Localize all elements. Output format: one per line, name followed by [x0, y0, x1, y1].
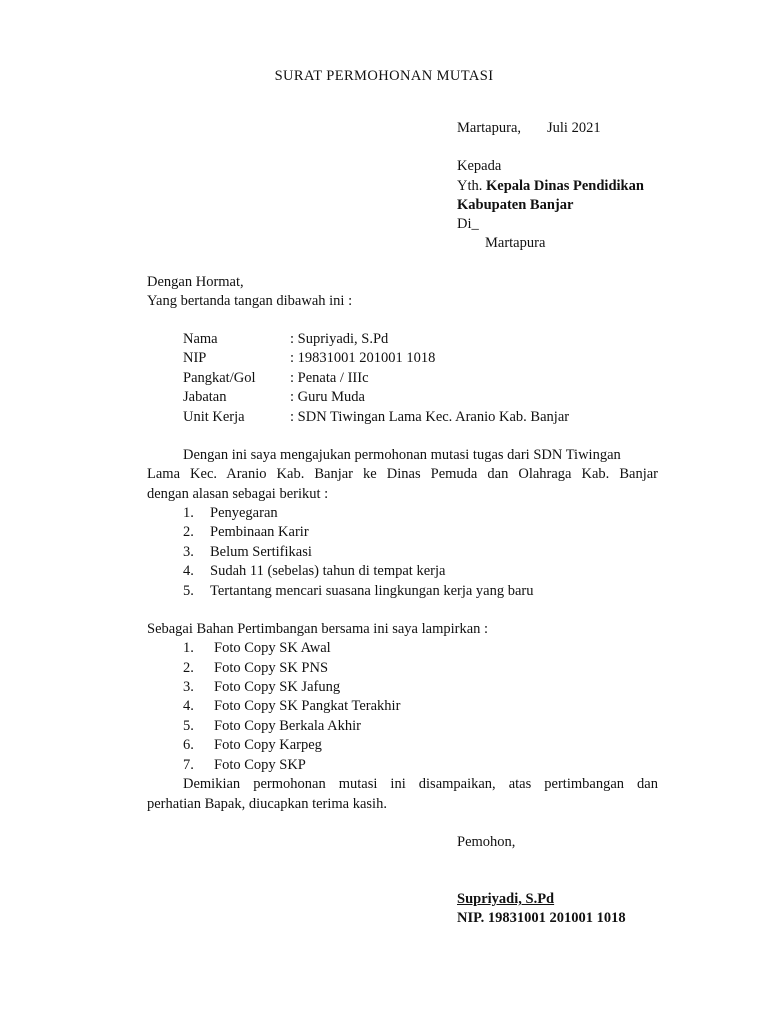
list-number: 1.: [183, 640, 194, 656]
recipient-line-1: [457, 177, 644, 195]
identity-value: : Supriyadi, S.Pd: [290, 331, 389, 347]
list-item: Foto Copy SK PNS: [214, 660, 329, 676]
identity-value: : 19831001 201001 1018: [290, 350, 436, 366]
signature-name: Supriyadi, S.Pd: [457, 891, 555, 907]
list-number: 2.: [183, 524, 194, 540]
body-paragraph-line-3: dengan alasan sebagai berikut :: [147, 486, 329, 502]
list-number: 4.: [183, 563, 194, 579]
list-item: Pembinaan Karir: [210, 524, 309, 540]
identity-label: Pangkat/Gol: [183, 370, 256, 386]
list-item: Sudah 11 (sebelas) tahun di tempat kerja: [210, 563, 446, 579]
closing-line-2: perhatian Bapak, diucapkan terima kasih.: [147, 796, 387, 812]
date-label: Juli 2021: [547, 120, 601, 136]
identity-label: Jabatan: [183, 389, 227, 405]
identity-label: NIP: [183, 350, 207, 366]
list-item: Foto Copy SKP: [214, 757, 306, 773]
list-number: 5.: [183, 718, 194, 734]
list-item: Belum Sertifikasi: [210, 544, 312, 560]
list-number: 1.: [183, 505, 194, 521]
list-item: Tertantang mencari suasana lingkungan kerja yang baru: [210, 583, 534, 599]
recipient-yth-prefix: Yth.: [457, 178, 483, 194]
recipient-city: Martapura: [485, 235, 546, 251]
identity-label: Nama: [183, 331, 218, 347]
list-item: Penyegaran: [210, 505, 278, 521]
attachments-intro: Sebagai Bahan Pertimbangan bersama ini saya lampirkan :: [147, 621, 489, 637]
list-number: 3.: [183, 679, 194, 695]
list-number: 3.: [183, 544, 194, 560]
list-item: Foto Copy Karpeg: [214, 737, 322, 753]
body-paragraph-line-1: Dengan ini saya mengajukan permohonan mutasi tugas dari SDN Tiwingan: [183, 447, 621, 463]
recipient-to-label: Kepada: [457, 158, 502, 174]
list-item: Foto Copy SK Awal: [214, 640, 331, 656]
list-number: 7.: [183, 757, 194, 773]
document-title: SURAT PERMOHONAN MUTASI: [274, 68, 494, 84]
greeting: Dengan Hormat,: [147, 274, 244, 290]
list-number: 6.: [183, 737, 194, 753]
identity-value: : Penata / IIIc: [290, 370, 369, 386]
place-label: Martapura,: [457, 120, 522, 136]
signature-nip: NIP. 19831001 201001 1018: [457, 910, 626, 926]
body-paragraph-line-2: Lama Kec. Aranio Kab. Banjar ke Dinas Pemuda dan Olahraga Kab. Banjar: [147, 466, 658, 482]
closing-line-1: Demikian permohonan mutasi ini disampaikan, atas pertimbangan dan: [183, 776, 658, 792]
list-number: 5.: [183, 583, 194, 599]
intro-text: Yang bertanda tangan dibawah ini :: [147, 293, 353, 309]
identity-value: : Guru Muda: [290, 389, 365, 405]
list-item: Foto Copy SK Jafung: [214, 679, 341, 695]
list-item: Foto Copy SK Pangkat Terakhir: [214, 698, 401, 714]
recipient-di: Di_: [457, 216, 479, 232]
identity-value: : SDN Tiwingan Lama Kec. Aranio Kab. Banjar: [290, 409, 570, 425]
identity-label: Unit Kerja: [183, 409, 245, 425]
recipient-name-line-1: Kepala Dinas Pendidikan: [486, 178, 644, 194]
list-number: 4.: [183, 698, 194, 714]
list-item: Foto Copy Berkala Akhir: [214, 718, 362, 734]
recipient-name-line-2: Kabupaten Banjar: [457, 197, 574, 213]
list-number: 2.: [183, 660, 194, 676]
signature-label: Pemohon,: [457, 834, 516, 850]
